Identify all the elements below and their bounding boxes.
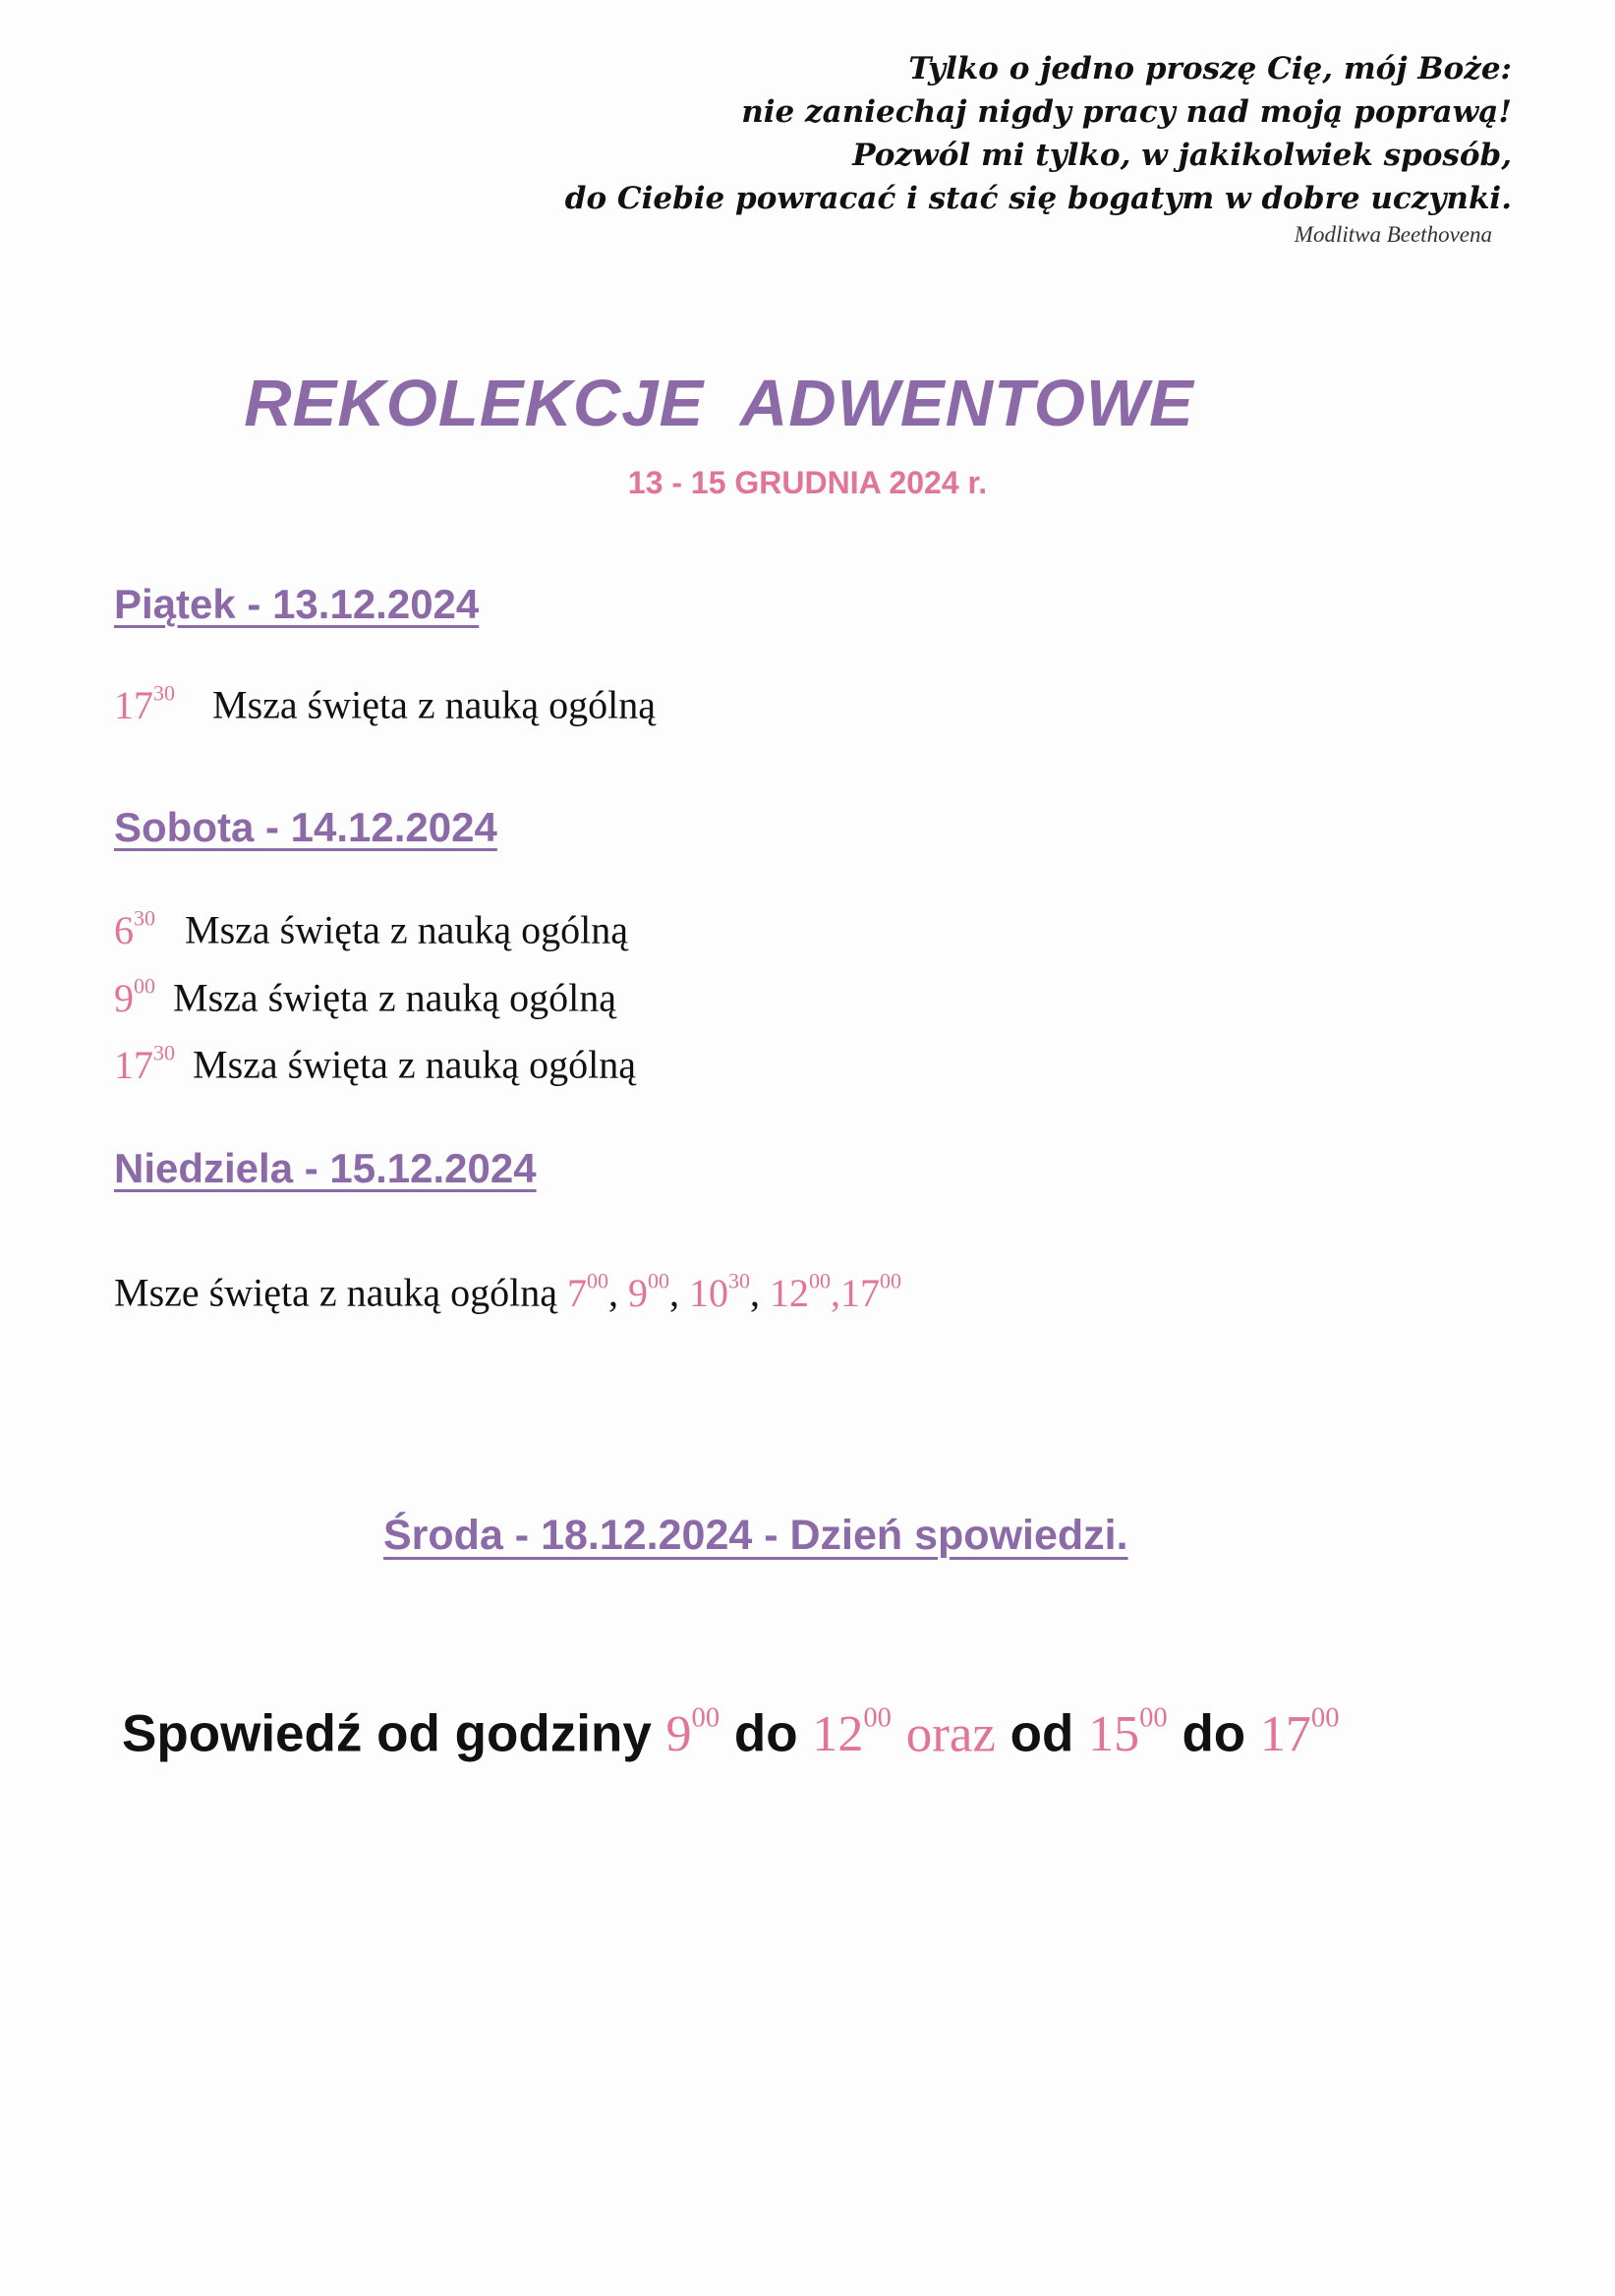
confession-minutes: 00 — [863, 1703, 892, 1734]
mass-time — [627, 1268, 669, 1315]
mass-hour: 6 — [114, 907, 134, 952]
mass-hour: 12 — [769, 1270, 809, 1315]
mass-time — [839, 1268, 901, 1315]
quote-line-3: Pozwól mi tylko, w jakikolwiek sposób, — [852, 138, 1512, 173]
mass-minutes: 00 — [808, 1268, 831, 1292]
confession-hour: 9 — [665, 1706, 692, 1763]
quote-author: Modlitwa Beethovena — [1294, 222, 1492, 247]
confession-time-4 — [1259, 1703, 1340, 1763]
quote-line-1: Tylko o jedno proszę Cię, mój Boże: — [908, 51, 1512, 86]
confession-time-2 — [812, 1703, 892, 1763]
mass-description: Msza święta z nauką ogólną — [212, 682, 656, 727]
saturday-mass-row-2 — [114, 973, 616, 1021]
confession-minutes: 00 — [1139, 1703, 1168, 1734]
friday-heading-text: Piątek - 13.12.2024 — [114, 581, 480, 627]
page-title: REKOLEKCJE ADWENTOWE — [244, 367, 1194, 440]
saturday-heading-text: Sobota - 14.12.2024 — [114, 804, 497, 850]
confession-minutes: 00 — [1310, 1703, 1340, 1734]
quote-line-2: nie zaniechaj nigdy pracy nad moją poprawą! — [741, 94, 1512, 130]
mass-minutes: 30 — [134, 905, 155, 930]
confession-hours — [122, 1703, 1340, 1763]
sunday-heading-text: Niedziela - 15.12.2024 — [114, 1145, 537, 1191]
mass-minutes: 00 — [134, 973, 155, 998]
mass-time — [114, 1040, 175, 1087]
saturday-heading — [114, 804, 497, 851]
confession-word-to: do — [733, 1704, 798, 1763]
mass-hour: 9 — [627, 1270, 648, 1315]
mass-time — [566, 1268, 608, 1315]
sunday-heading — [114, 1145, 537, 1192]
mass-minutes: 30 — [153, 680, 175, 705]
confession-time-1 — [665, 1703, 721, 1763]
quote-block — [565, 47, 1512, 250]
confession-word-and: oraz — [905, 1705, 996, 1763]
saturday-mass-row-1 — [114, 905, 628, 953]
mass-description: Msza święta z nauką ogólną — [185, 907, 628, 952]
mass-hour: 10 — [688, 1270, 728, 1315]
mass-hour: 17 — [114, 682, 153, 727]
mass-time — [769, 1268, 831, 1315]
mass-minutes: 00 — [647, 1268, 669, 1292]
confession-minutes: 00 — [691, 1703, 721, 1734]
confession-time-3 — [1088, 1703, 1168, 1763]
mass-hour: 17 — [114, 1042, 153, 1087]
confession-hour: 12 — [812, 1706, 864, 1763]
mass-minutes: 30 — [727, 1268, 750, 1292]
page-subtitle: 13 - 15 GRUDNIA 2024 r. — [627, 465, 988, 500]
saturday-mass-row-3 — [114, 1040, 636, 1088]
mass-time — [114, 973, 155, 1020]
mass-hour: 9 — [114, 975, 134, 1020]
mass-description: Msza święta z nauką ogólną — [193, 1042, 636, 1087]
mass-minutes: 30 — [153, 1040, 175, 1064]
wednesday-heading: Środa - 18.12.2024 - Dzień spowiedzi. — [383, 1512, 1128, 1559]
friday-mass-row — [114, 680, 656, 728]
quote-line-4: do Ciebie powracać i stać się bogatym w dobre uczynki. — [564, 181, 1512, 216]
mass-hour: 17 — [839, 1270, 880, 1315]
mass-time — [114, 680, 175, 727]
confession-prefix: Spowiedź od godziny — [122, 1704, 652, 1763]
mass-minutes: 00 — [879, 1268, 901, 1292]
confession-word-to-2: do — [1182, 1704, 1246, 1763]
friday-heading — [114, 581, 479, 628]
sunday-mass-description: Msze święta z nauką ogólną — [114, 1270, 557, 1315]
confession-word-from: od — [1009, 1704, 1074, 1763]
confession-hour: 17 — [1259, 1706, 1311, 1763]
mass-time — [688, 1268, 750, 1315]
mass-minutes: 00 — [586, 1268, 608, 1292]
mass-hour: 7 — [566, 1270, 587, 1315]
sunday-mass-row: Msze święta z nauką ogólną $7^{00}$, $9^{00}$, $10^{30}$, $12^{00},17^{00}$ — [114, 1268, 901, 1315]
confession-hour: 15 — [1088, 1706, 1140, 1763]
mass-description: Msza święta z nauką ogólną — [173, 975, 616, 1020]
mass-time — [114, 905, 155, 952]
